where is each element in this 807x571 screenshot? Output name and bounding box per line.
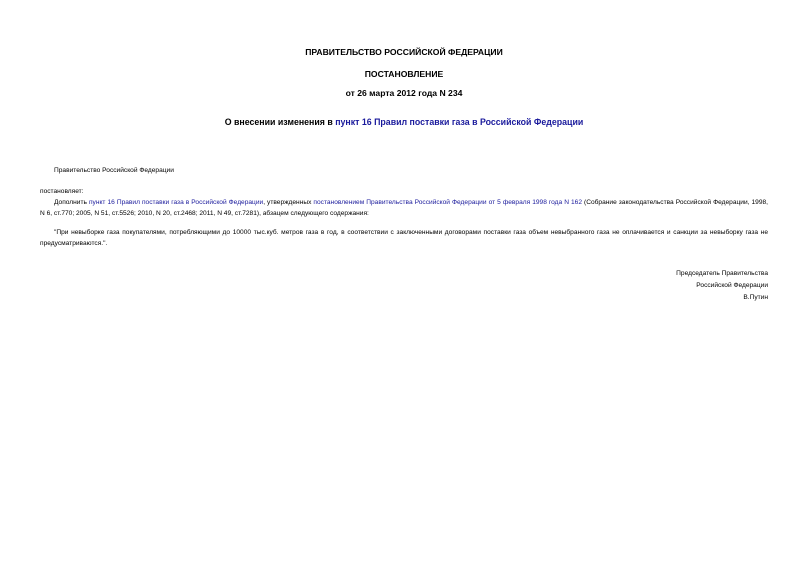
document-date-number: от 26 марта 2012 года N 234 bbox=[345, 88, 463, 98]
signature-title-line-1: Председатель Правительства bbox=[676, 270, 768, 277]
signature-title-line-2: Российской Федерации bbox=[696, 282, 768, 289]
signature-block bbox=[676, 268, 768, 304]
subject-link[interactable]: пункт 16 Правил поставки газа в Российской Федерации bbox=[335, 117, 584, 127]
resolves-line: постановляет: bbox=[40, 188, 84, 195]
signature-name: В.Путин bbox=[743, 294, 768, 301]
main-part-1: Дополнить bbox=[54, 199, 89, 206]
quoted-paragraph: "При невыборке газа покупателями, потребляющими до 10000 тыс.куб. метров газа в год, в соответствии с заключенными договорами поставки газа объем невыбранного газа не оплачивается и санкции за невыборку газа не предусматриваются.". bbox=[40, 229, 768, 247]
main-part-2: , утвержденных bbox=[263, 199, 314, 206]
rules-clause-link[interactable]: пункт 16 Правил поставки газа в Российской Федерации bbox=[88, 199, 264, 206]
subject-prefix: О внесении изменения в bbox=[224, 117, 336, 127]
document-subject bbox=[40, 117, 768, 128]
document-page bbox=[40, 0, 768, 571]
document-type-heading: ПОСТАНОВЛЕНИЕ bbox=[364, 69, 444, 79]
government-heading: ПРАВИТЕЛЬСТВО РОССИЙСКОЙ ФЕДЕРАЦИИ bbox=[305, 47, 503, 57]
decree-link[interactable]: постановлением Правительства Российской Федерации от 5 февраля 1998 года N 162 bbox=[313, 199, 582, 206]
government-line: Правительство Российской Федерации bbox=[54, 167, 174, 174]
main-paragraph bbox=[40, 197, 768, 219]
main-part-3: (Собрание законодательства Российской Федерации, 1998, N 6, ст.770; 2005, N 51, ст.5526; 2010, N 20, ст.2468; 2011, N 49, ст.7281), абзацем следующего содержания: bbox=[40, 199, 768, 217]
